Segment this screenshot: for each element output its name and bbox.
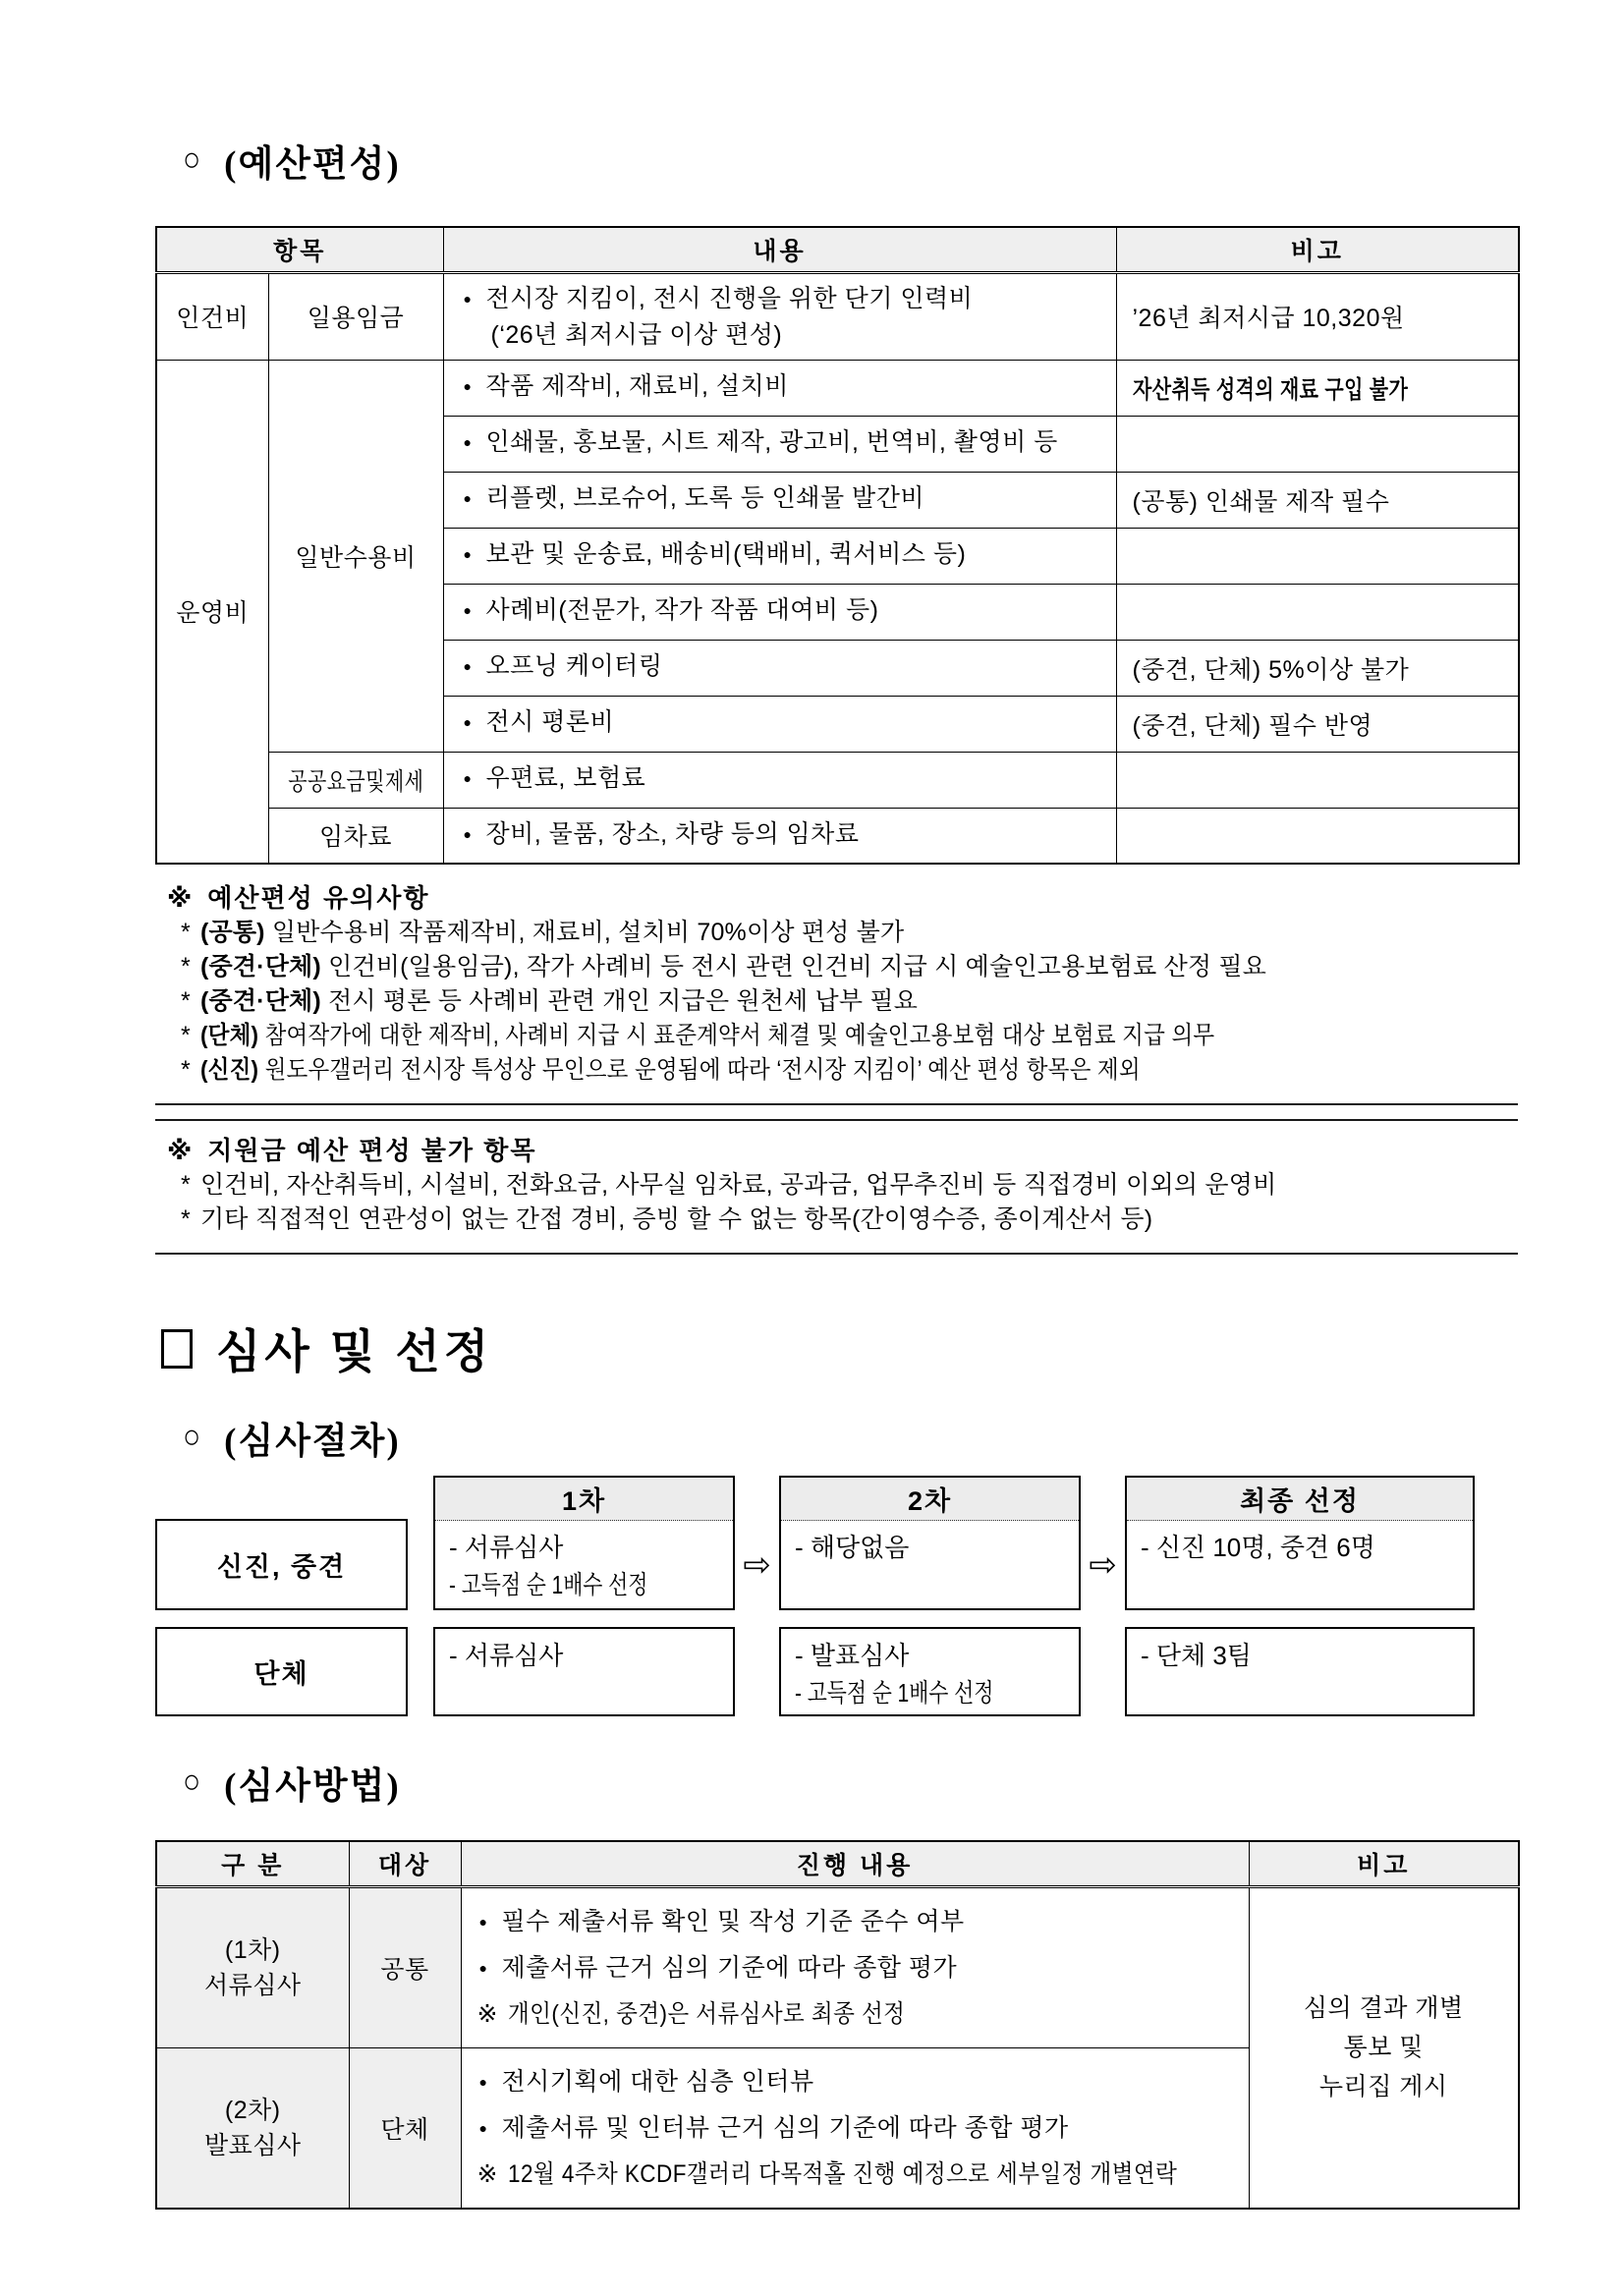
note-cell [1116,360,1519,416]
applicant-type-box: 신진, 중견 [155,1519,408,1610]
subcategory-cell: 일용임금 [268,272,443,360]
note-text: 인건비, 자산취득비, 시설비, 전화요금, 사무실 임차료, 공과금, 업무추진비 등 직접경비 이외의 운영비 [199,1171,1277,1199]
note-prefix: (단체) [199,1022,259,1049]
exclusion-notes-title [167,1133,1514,1168]
exclusion-notes-title-text: 지원금 예산 편성 불가 항목 [207,1136,537,1165]
content-cell [443,808,1116,864]
stage-line: - 단체 3팀 [1141,1641,1252,1670]
content-text: 리플렛, 브로슈어, 도록 등 인쇄물 발간비 [485,484,924,512]
stage-box-second [779,1476,1081,1610]
table-row [156,360,1519,416]
method-col-note: 비고 [1249,1841,1519,1886]
budget-col-item: 항목 [156,227,443,272]
note-text: 전시 평론 등 사례비 관련 개인 지급은 원천세 납부 필요 [328,987,919,1015]
content-cell [443,416,1116,472]
content-text: 제출서류 근거 심의 기준에 따라 종합 평가 [501,1953,958,1982]
content-cell [443,528,1116,584]
stage-box-first-row2 [433,1627,735,1716]
content-text: 전시장 지킴이, 전시 진행을 위한 단기 인력비 [485,284,974,312]
stage-line: - 서류심사 [449,1641,564,1670]
review-heading-text: 심사 및 선정 [216,1325,493,1377]
reference-mark-icon: ※ [167,1136,195,1165]
note-cell [1116,584,1519,640]
method-table-header-row [156,1841,1519,1886]
stage-line: - 해당없음 [795,1533,910,1562]
procedure-section-heading [183,1411,1518,1464]
asterisk-icon: * [181,1171,191,1199]
bullet-icon: ● [463,658,473,674]
note-cell [1116,752,1519,808]
bullet-icon: ● [463,825,473,842]
reference-mark-icon: ※ [476,1999,498,2028]
method-table [155,1840,1520,2210]
budget-table-header-row [156,227,1519,272]
content-text: 제출서류 및 인터뷰 근거 심의 기준에 따라 종합 평가 [501,2113,1069,2142]
content-cell [443,640,1116,696]
bullet-icon: ● [478,1959,488,1976]
stage-line: - 서류심사 [449,1533,564,1562]
procedure-heading-text: (심사절차) [224,1422,401,1462]
note-prefix: (중견·단체) [199,987,321,1015]
note-item [167,984,1514,1019]
method-col-content: 진행 내용 [461,1841,1249,1886]
division-cell [156,2047,349,2209]
note-item [167,950,1514,984]
category-cell: 인건비 [156,272,268,360]
budget-notes-block [155,868,1518,1105]
bullet-icon: ● [478,2119,488,2136]
subcategory-cell [268,752,443,808]
note-cell [1116,416,1519,472]
method-col-division: 구 분 [156,1841,349,1886]
stage-box-final-row2 [1125,1627,1475,1716]
stage-header: 최종 선정 [1127,1478,1473,1521]
budget-table [155,226,1520,865]
note-cell: (공통) 인쇄물 제작 필수 [1116,472,1519,528]
asterisk-icon: * [181,919,191,946]
note-text: 기타 직접적인 연관성이 없는 간접 경비, 증빙 할 수 없는 항목(간이영수증, 종이계산서 등) [199,1205,1153,1233]
note-item [167,1053,1514,1088]
content-ref-text: 12월 4주차 KCDF갤러리 다목적홀 진행 예정으로 세부일정 개별연락 [507,2159,1178,2188]
content-text: 작품 제작비, 재료비, 설치비 [485,372,789,400]
stage-header: 2차 [781,1478,1079,1521]
table-row [156,752,1519,808]
content-text: 우편료, 보험료 [485,764,646,792]
procedure-flow-diagram [155,1476,1518,1716]
division-cell [156,1886,349,2047]
method-col-target: 대상 [349,1841,461,1886]
bullet-icon: ● [463,490,473,506]
table-row [156,272,1519,360]
content-text: 보관 및 운송료, 배송비(택배비, 퀵서비스 등) [485,540,967,568]
stage-line: - 고득점 순 1배수 선정 [449,1570,648,1599]
content-cell [443,752,1116,808]
stage-line: - 고득점 순 1배수 선정 [795,1678,994,1708]
budget-col-content: 내용 [443,227,1116,272]
content-cell [461,1886,1249,2047]
note-cell [1249,1886,1519,2209]
note-cell [1116,528,1519,584]
budget-heading-text: (예산편성) [224,144,401,185]
content-text: 전시 평론비 [485,708,615,736]
square-bullet-icon [161,1329,193,1369]
content-text: 전시기획에 대한 심층 인터뷰 [501,2067,814,2096]
division-line: (1차) [224,1935,281,1964]
right-arrow-icon: ⇨ [743,1544,771,1585]
note-text: 원도우갤러리 전시장 특성상 무인으로 운영됨에 따라 ‘전시장 지킴이’ 예산 편성 항목은 제외 [264,1056,1141,1084]
note-line: 통보 및 [1343,2034,1424,2061]
circle-bullet-icon: ○ [183,1763,203,1801]
exclusion-notes-block [155,1119,1518,1255]
subcategory-cell: 임차료 [268,808,443,864]
stage-box-final [1125,1476,1475,1610]
content-cell [443,272,1116,360]
note-cell: (중견, 단체) 필수 반영 [1116,696,1519,752]
bullet-icon: ● [463,770,473,786]
asterisk-icon: * [181,1205,191,1233]
table-row [156,808,1519,864]
reference-mark-icon: ※ [167,883,195,913]
budget-notes-title-text: 예산편성 유의사항 [207,883,430,913]
asterisk-icon: * [181,987,191,1015]
reference-mark-icon: ※ [476,2159,498,2188]
note-line: 심의 결과 개별 [1303,1994,1464,2022]
content-ref-text: 개인(신진, 중견)은 서류심사로 최종 선정 [507,1999,906,2028]
stage-line: - 신진 10명, 중견 6명 [1141,1533,1375,1562]
bullet-icon: ● [463,714,473,730]
target-cell: 공통 [349,1886,461,2047]
stage-box-first [433,1476,735,1610]
asterisk-icon: * [181,1056,191,1084]
stage-header: 1차 [435,1478,733,1521]
content-text: 오프닝 케이터링 [485,652,663,680]
asterisk-icon: * [181,1022,191,1049]
stage-content [781,1521,1079,1570]
target-cell: 단체 [349,2047,461,2209]
note-text: 인건비(일용임금), 작가 사례비 등 전시 관련 인건비 지급 시 예술인고용보험료 산정 필요 [328,953,1267,980]
content-text: 인쇄물, 홍보물, 시트 제작, 광고비, 번역비, 촬영비 등 [485,428,1058,456]
method-heading-text: (심사방법) [224,1766,401,1807]
note-text: 일반수용비 작품제작비, 재료비, 설치비 70%이상 편성 불가 [271,919,905,946]
content-cell [443,472,1116,528]
content-text: 사례비(전문가, 작가 작품 대여비 등) [485,596,879,624]
note-text: 참여작가에 대한 제작비, 사례비 지급 시 표준계약서 체결 및 예술인고용보험 대상 보험료 지급 의무 [264,1022,1215,1049]
division-line: (2차) [224,2096,281,2124]
note-text: 자산취득 성격의 재료 구입 불가 [1132,375,1408,404]
bullet-icon: ● [478,2073,488,2090]
asterisk-icon: * [181,953,191,980]
subcategory-cell: 일반수용비 [268,360,443,752]
note-line: 누리집 게시 [1318,2073,1448,2100]
division-line: 서류심사 [203,1971,302,1999]
subcategory-text: 공공요금및제세 [287,767,424,796]
stage-line: - 발표심사 [795,1641,910,1670]
note-item [167,1019,1514,1053]
content-text-line2: (‘26년 최저시급 이상 편성) [490,320,783,349]
method-section-heading [183,1756,1518,1809]
circle-bullet-icon: ○ [183,1418,203,1456]
content-cell [443,584,1116,640]
bullet-icon: ● [463,378,473,394]
note-item [167,1203,1514,1237]
stage-content [1127,1521,1473,1570]
note-prefix: (중견·단체) [199,953,321,980]
note-item [167,916,1514,950]
note-prefix: (신진) [199,1056,259,1084]
note-prefix: (공통) [199,919,265,946]
note-item [167,1168,1514,1203]
review-section-heading [161,1316,1518,1381]
note-cell: (중견, 단체) 5%이상 불가 [1116,640,1519,696]
bullet-icon: ● [463,434,473,450]
content-text: 필수 제출서류 확인 및 작성 기준 준수 여부 [501,1907,965,1935]
bullet-icon: ● [478,1913,488,1930]
stage-box-second-row2 [779,1627,1081,1716]
content-cell [461,2047,1249,2209]
right-arrow-icon: ⇨ [1089,1544,1117,1585]
content-cell [443,696,1116,752]
circle-bullet-icon: ○ [183,140,203,179]
table-row [156,1886,1519,2047]
content-text: 장비, 물품, 장소, 차량 등의 임차료 [485,819,860,848]
division-line: 발표심사 [203,2131,302,2159]
budget-col-note: 비고 [1116,227,1519,272]
category-cell: 운영비 [156,360,268,864]
bullet-icon: ● [463,546,473,562]
note-cell: ’26년 최저시급 10,320원 [1116,272,1519,360]
applicant-type-box: 단체 [155,1627,408,1716]
bullet-icon: ● [463,602,473,618]
budget-notes-title [167,880,1514,916]
bullet-icon: ● [463,290,473,307]
content-cell [443,360,1116,416]
stage-content [435,1521,733,1607]
budget-section-heading [183,134,1518,187]
note-cell [1116,808,1519,864]
